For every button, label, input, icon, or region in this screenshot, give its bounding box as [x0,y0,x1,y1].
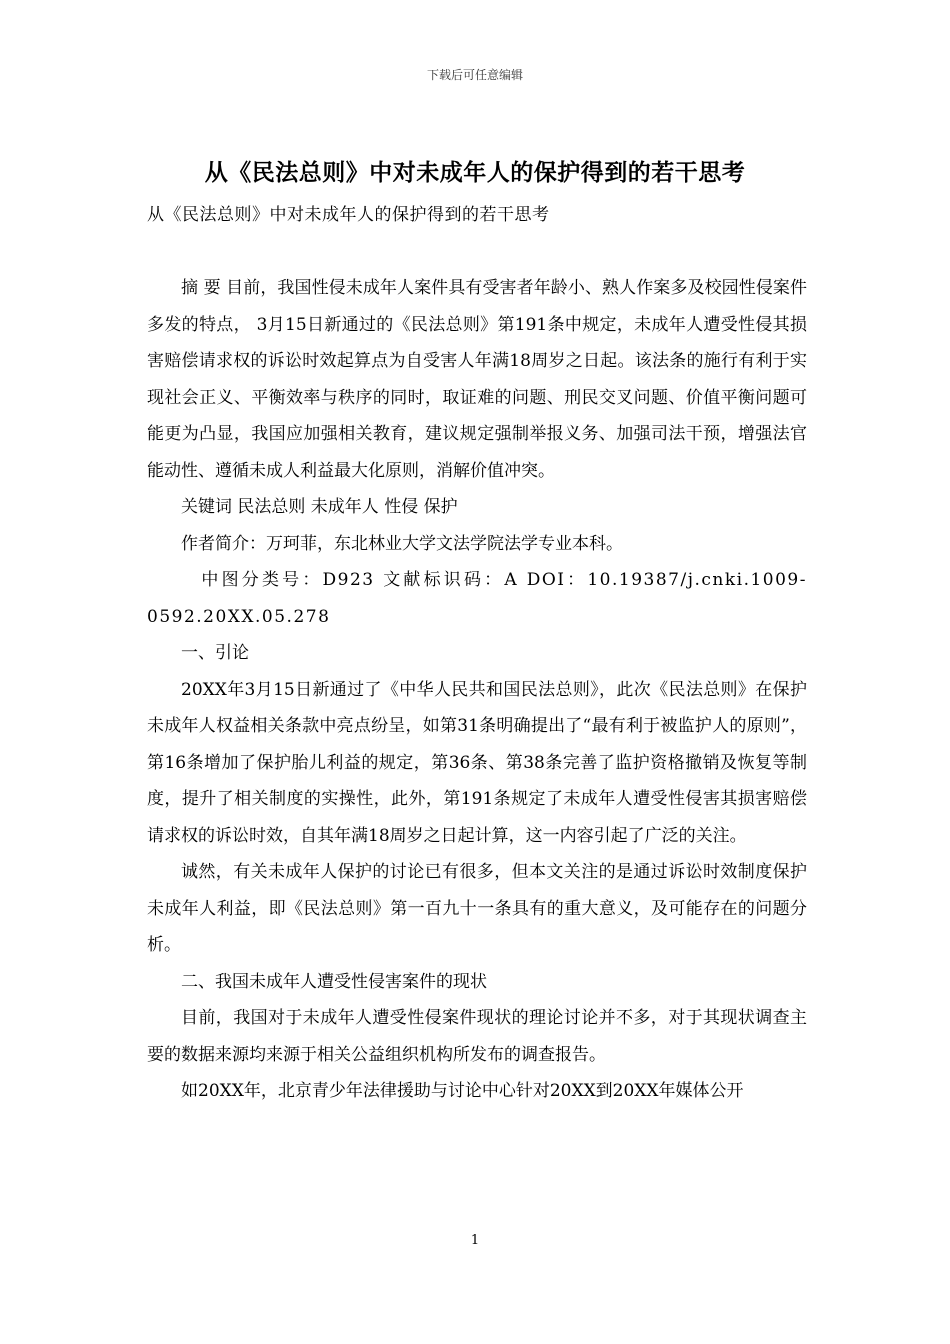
body-paragraph: 20XX年3月15日新通过了《中华人民共和国民法总则》，此次《民法总则》在保护未成年人权益相关条款中亮点纷呈，如第31条明确提出了“最有利于被监护人的原则”，第16条增加了保护胎儿利益的规定，第36条、第38条完善了监护资格撤销及恢复等制度，提升了相关制度的实操性，此外，第191条规定了未成年人遭受性侵害其损害赔偿请求权的诉讼时效，自其年满18周岁之日起计算，这一内容引起了广泛的关注。 [147,679,807,846]
abstract-paragraph: 摘 要 目前，我国性侵未成年人案件具有受害者年龄小、熟人作案多及校园性侵案件多发的特点， 3月15日新通过的《民法总则》第191条中规定，未成年人遭受性侵其损害赔偿请求权的诉讼时效起算点为自受害人年满18周岁之日起。该法条的施行有利于实现社会正义、平衡效率与秩序的同时，取证难的问题、刑民交叉问题、价值平衡问题可能更为凸显，我国应加强相关教育，建议规定强制举报义务、加强司法干预，增强法官能动性、遵循未成人利益最大化原则，消解价值冲突。 [147,278,807,481]
body-paragraph: 目前，我国对于未成年人遭受性侵案件现状的理论讨论并不多，对于其现状调查主要的数据来源均来源于相关公益组织机构所发布的调查报告。 [147,1008,807,1065]
body-text [147,270,807,1110]
body-paragraph: 诚然，有关未成年人保护的讨论已有很多，但本文关注的是通过诉讼时效制度保护未成年人利益，即《民法总则》第一百九十一条具有的重大意义，及可能存在的问题分析。 [147,862,807,955]
header-note: 下载后可任意编辑 [426,68,523,82]
page-number: 1 [470,1233,480,1248]
author-info-line: 作者简介：万珂菲，东北林业大学文法学院法学专业本科。 [181,533,623,554]
keywords-line: 关键词 民法总则 未成年人 性侵 保护 [181,497,458,517]
section-heading-status: 二、我国未成年人遭受性侵害案件的现状 [181,971,487,992]
classification-line: 中图分类号：D923 文献标识码：A DOI：10.19387/j.cnki.1009-0592.20XX.05.278 [147,570,807,627]
document-subtitle: 从《民法总则》中对未成年人的保护得到的若干思考 [147,205,550,225]
document-title: 从《民法总则》中对未成年人的保护得到的若干思考 [204,159,746,186]
body-paragraph: 如20XX年，北京青少年法律援助与讨论中心针对20XX到20XX年媒体公开 [181,1081,744,1101]
section-heading-introduction: 一、引论 [181,643,249,663]
